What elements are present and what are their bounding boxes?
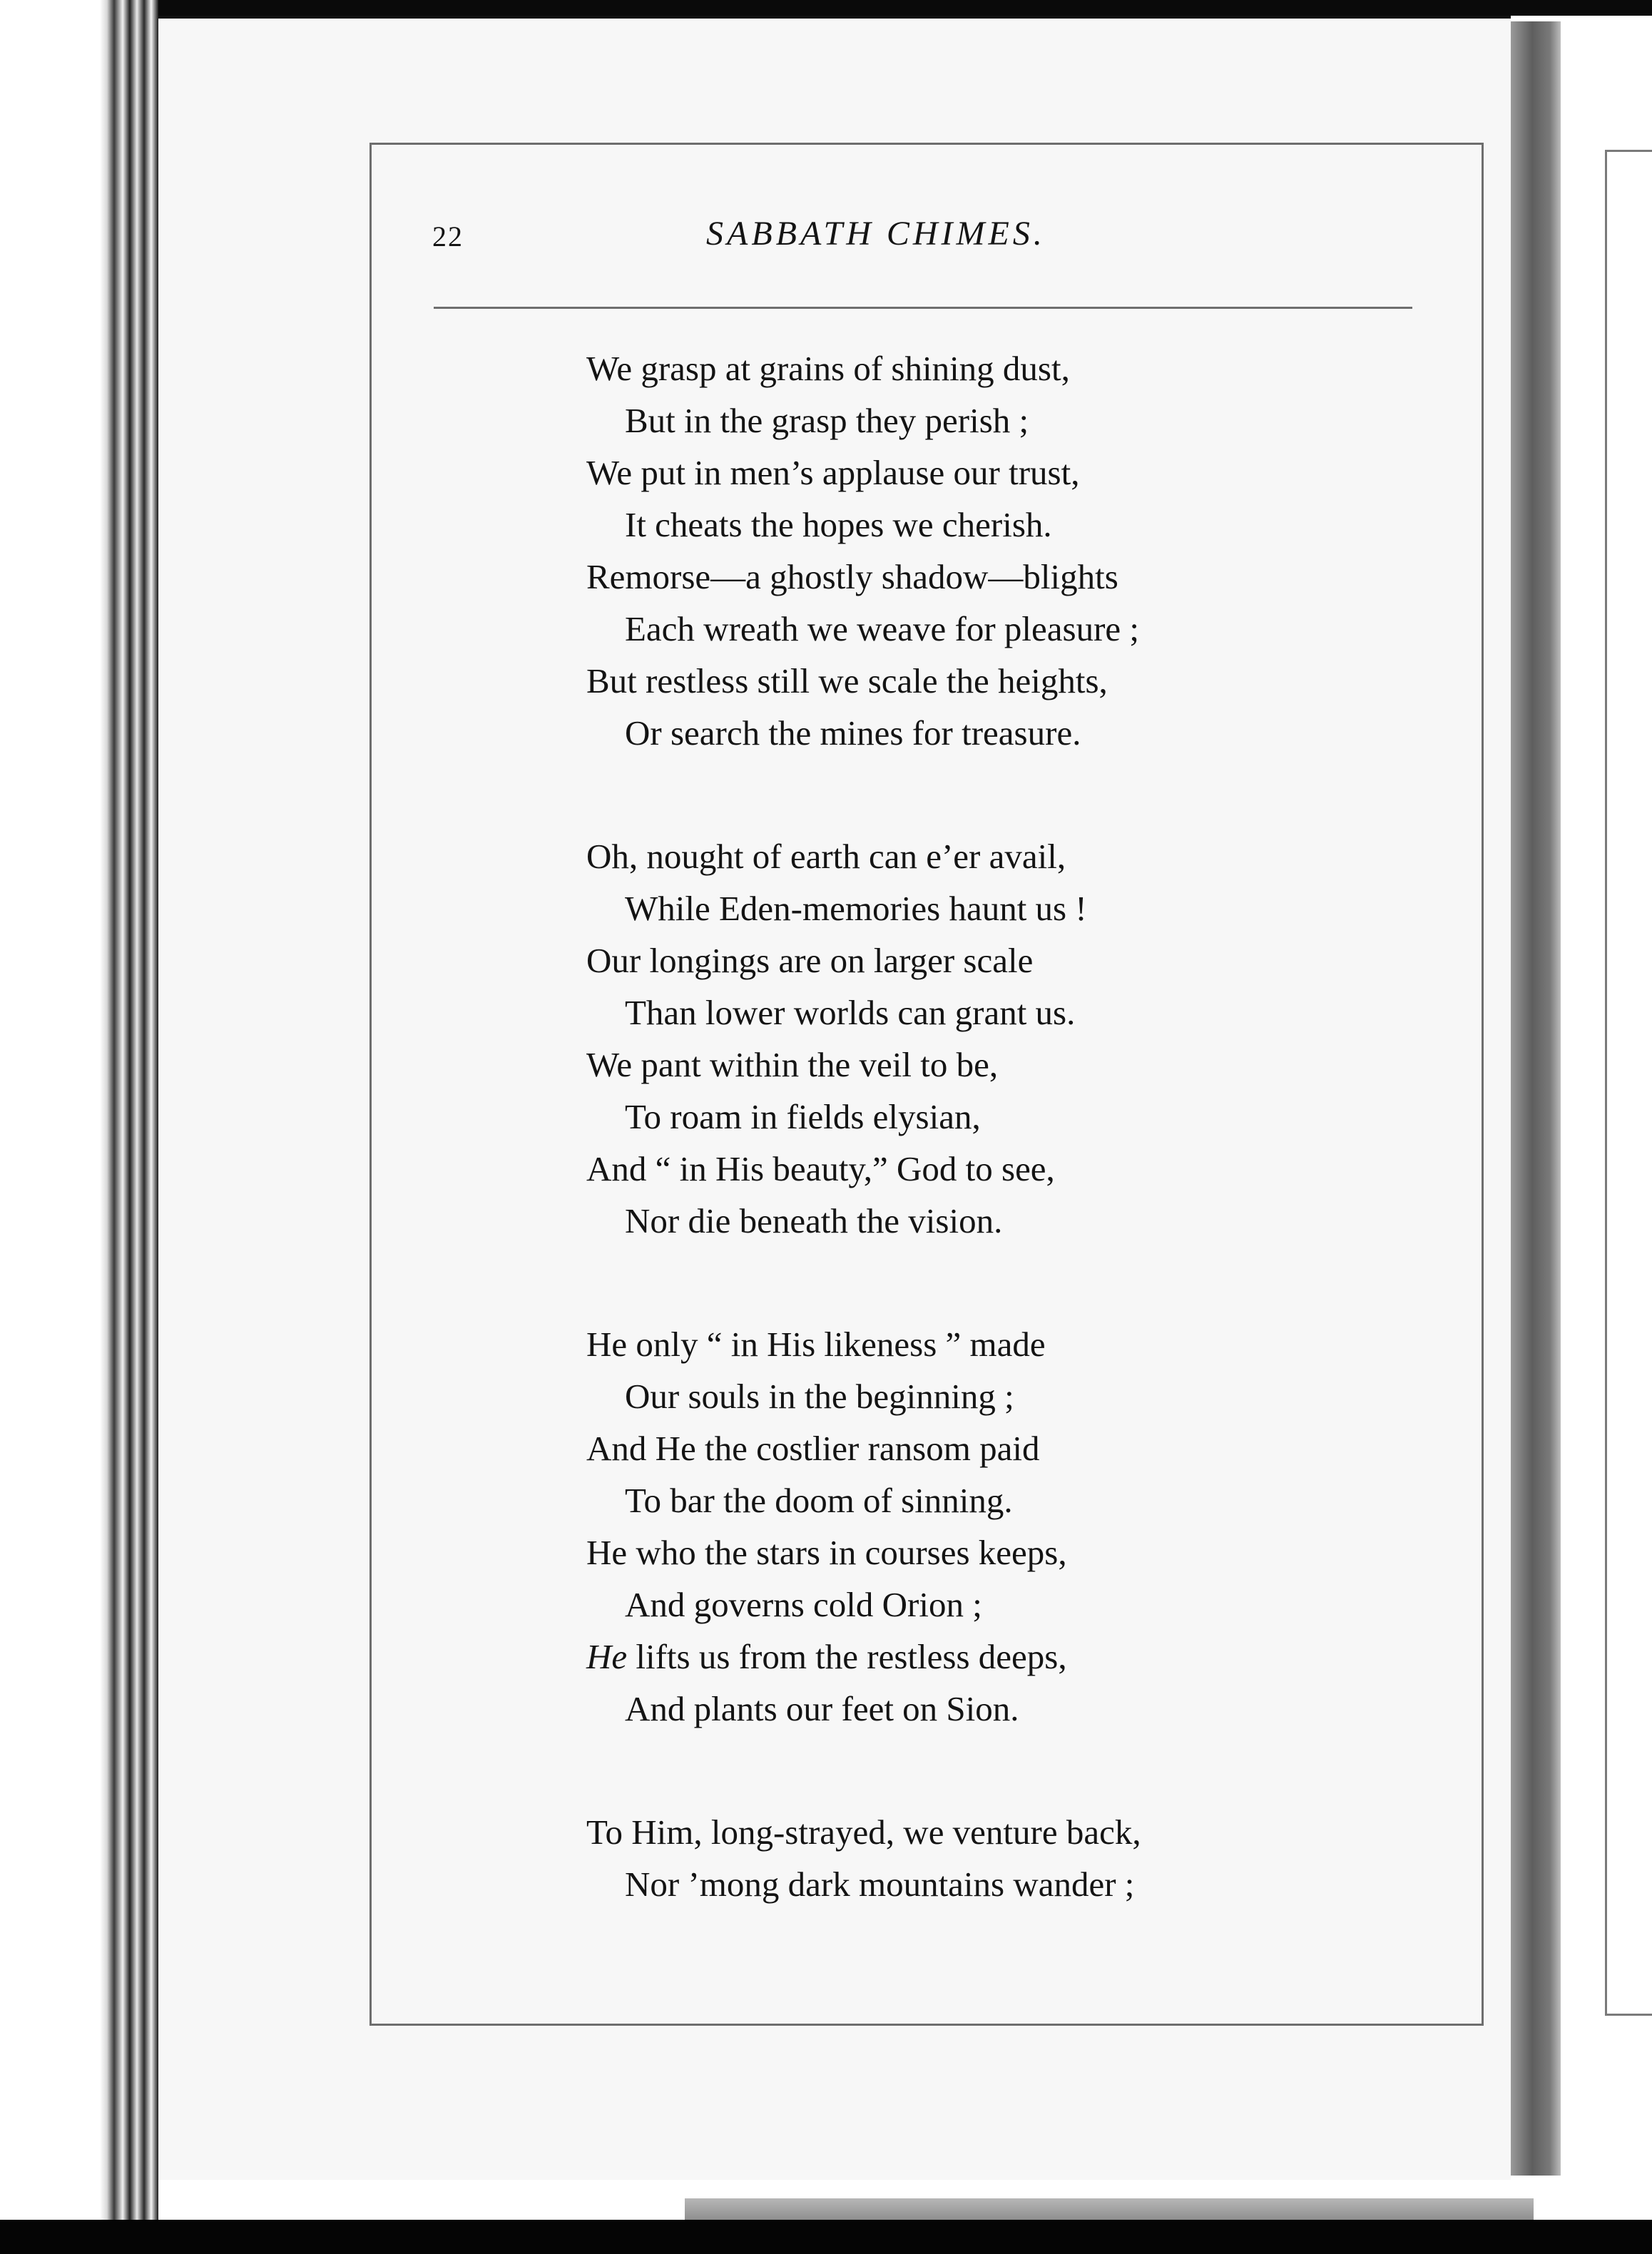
page-number: 22 xyxy=(432,220,464,253)
poem-line: But in the grasp they perish ; xyxy=(625,401,1029,440)
poem-line: Our souls in the beginning ; xyxy=(625,1377,1014,1416)
poem-line: It cheats the hopes we cherish. xyxy=(625,505,1052,544)
poem-line: But restless still we scale the heights, xyxy=(586,661,1108,700)
page-bottom-shadow xyxy=(685,2198,1534,2220)
poem-line: Nor die beneath the vision. xyxy=(625,1201,1003,1240)
poem-line xyxy=(586,1631,1407,1683)
poem-line: To bar the doom of sinning. xyxy=(625,1481,1013,1520)
poem-line: We put in men’s applause our trust, xyxy=(586,453,1080,492)
stanza xyxy=(586,1318,1407,1735)
poem-line: Oh, nought of earth can e’er avail, xyxy=(586,837,1066,876)
poem-line: We pant within the veil to be, xyxy=(586,1045,999,1084)
stanza xyxy=(586,342,1407,759)
adjacent-page-frame xyxy=(1605,150,1652,2016)
poem-line: Remorse—a ghostly shadow—blights xyxy=(586,557,1118,596)
poem-line: And He the costlier ransom paid xyxy=(586,1429,1040,1468)
poem-line: Than lower worlds can grant us. xyxy=(625,993,1076,1032)
header-rule xyxy=(434,307,1412,309)
italic-word: He xyxy=(586,1637,628,1676)
scan-bottom-edge xyxy=(0,2220,1652,2254)
poem-line: He who the stars in courses keeps, xyxy=(586,1533,1067,1572)
poem-line: We grasp at grains of shining dust, xyxy=(586,349,1070,388)
poem-line: He only “ in His likeness ” made xyxy=(586,1325,1046,1364)
poem-line: Each wreath we weave for pleasure ; xyxy=(625,609,1140,648)
poem-line: Or search the mines for treasure. xyxy=(625,713,1081,753)
book-binding-left xyxy=(0,0,158,2254)
running-title: SABBATH CHIMES. xyxy=(706,215,1046,253)
poem-line: And governs cold Orion ; xyxy=(625,1585,982,1624)
stanza xyxy=(586,830,1407,1247)
poem-line: Our longings are on larger scale xyxy=(586,941,1034,980)
stanza xyxy=(586,1806,1407,1910)
poem-line: And plants our feet on Sion. xyxy=(625,1689,1019,1728)
scan-top-edge xyxy=(0,0,1652,16)
poem-line: While Eden-memories haunt us ! xyxy=(625,889,1087,928)
poem-line-rest: lifts us from the restless deeps, xyxy=(627,1637,1067,1676)
poem-line: Nor ’mong dark mountains wander ; xyxy=(625,1865,1135,1904)
poem-line: To Him, long-strayed, we venture back, xyxy=(586,1812,1141,1852)
poem-line: To roam in fields elysian, xyxy=(625,1097,981,1136)
poem-line: And “ in His beauty,” God to see, xyxy=(586,1149,1055,1188)
book-gutter-shadow xyxy=(1511,21,1561,2176)
poem-body xyxy=(586,342,1407,1982)
